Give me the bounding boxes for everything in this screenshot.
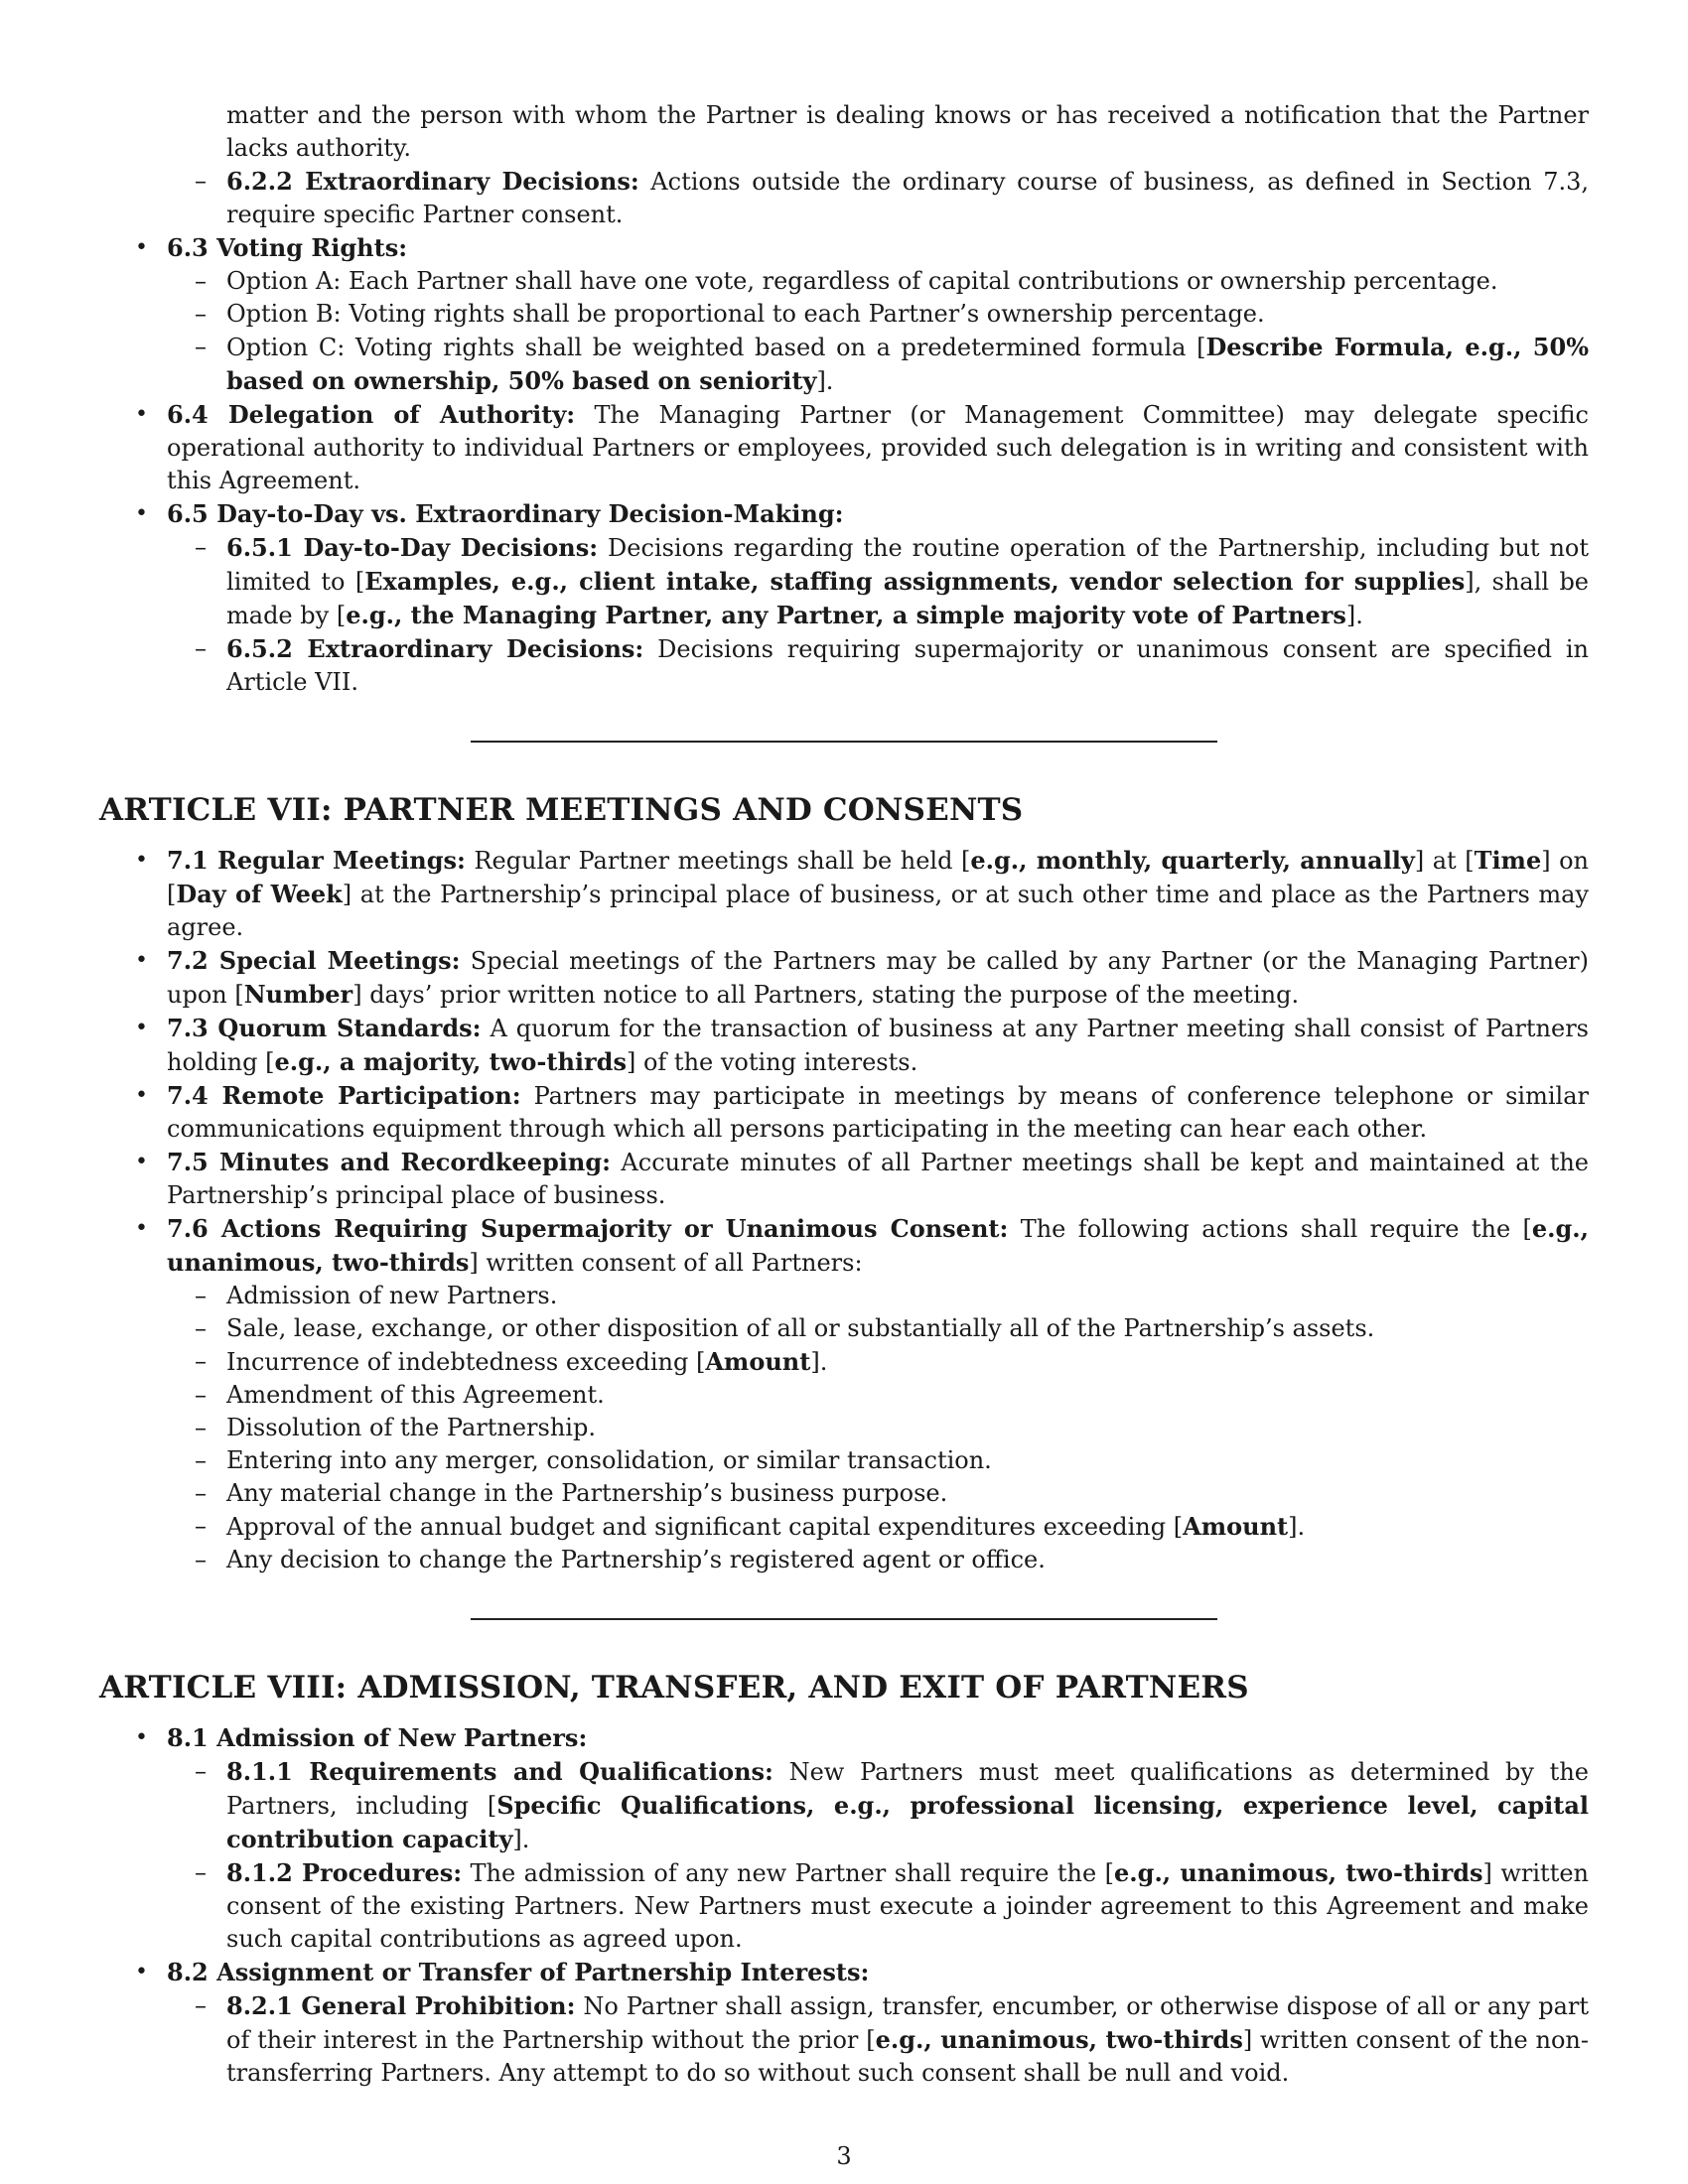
section-7-4 [99, 1079, 1589, 1146]
section-text: ] of the voting interests. [626, 1048, 918, 1076]
dash-marker: – [195, 533, 207, 561]
placeholder-field: Day of Week [176, 880, 343, 908]
section-8-2 [99, 1956, 1589, 1989]
section-7-5 [99, 1146, 1589, 1212]
placeholder-field: Amount [705, 1347, 811, 1376]
dash-marker: – [195, 1446, 207, 1474]
placeholder-field: e.g., unanimous, two-thirds [875, 2025, 1243, 2054]
section-heading: 6.5 Day-to-Day vs. Extraordinary Decision-Making: [167, 499, 844, 528]
section-7-2 [99, 944, 1589, 1012]
article-6-list [99, 231, 1589, 699]
section-6-3-option-a [99, 265, 1589, 298]
list-item [99, 1444, 1589, 1477]
section-text: The admission of any new Partner shall require the [ [462, 1859, 1115, 1887]
list-item-text: Any decision to change the Partnership’s registered agent or office. [226, 1546, 1046, 1573]
section-text: The Managing Partner (or Management Committee) may delegate specific operational authority to individual Partners or employees, provided such delegation is in writing and consistent with this Agreement. [167, 401, 1589, 494]
section-heading: 8.1 Admission of New Partners: [167, 1723, 588, 1752]
section-6-4 [99, 398, 1589, 497]
option-text: Option C: Voting rights shall be weighted based on a predetermined formula [ [226, 334, 1206, 361]
section-text: The following actions shall require the [ [1008, 1215, 1532, 1243]
option-text: Option A: Each Partner shall have one vote, regardless of capital contributions or ownership percentage. [226, 267, 1498, 295]
placeholder-field: e.g., the Managing Partner, any Partner, a simple majority vote of Partners [346, 601, 1346, 629]
section-text: Special meetings of the Partners may be called by any Partner (or the Managing Partner) upon [ [167, 947, 1589, 1009]
section-heading: 7.6 Actions Requiring Supermajority or Unanimous Consent: [167, 1214, 1009, 1243]
section-heading: 8.1.2 Procedures: [226, 1858, 463, 1887]
bullet-marker: • [135, 1083, 148, 1108]
section-text: A quorum for the transaction of business at any Partner meeting shall consist of Partners holding [ [167, 1015, 1589, 1076]
section-6-5 [99, 497, 1589, 531]
section-heading: 7.2 Special Meetings: [167, 946, 461, 975]
dash-marker: – [195, 333, 207, 360]
placeholder-field: e.g., a majority, two-thirds [274, 1047, 627, 1076]
section-text: Regular Partner meetings shall be held [ [465, 847, 971, 875]
section-6-3 [99, 231, 1589, 265]
dash-marker: – [195, 1546, 207, 1573]
placeholder-field: Specific Qualifications, e.g., professional licensing, experience level, capital contribution capacity [226, 1791, 1589, 1853]
placeholder-field: e.g., unanimous, two-thirds [167, 1214, 1590, 1277]
section-divider [471, 741, 1217, 743]
section-text: New Partners must meet qualifications as determined by the Partners, including [ [226, 1758, 1589, 1820]
list-item [99, 1280, 1589, 1312]
section-8-1-1 [99, 1755, 1589, 1856]
section-6-2-1-continuation [99, 99, 1589, 165]
section-6-5-2 [99, 632, 1589, 699]
list-item [99, 1345, 1589, 1379]
bullet-marker: • [135, 235, 148, 260]
list-item [99, 1379, 1589, 1412]
dash-marker: – [195, 1414, 207, 1441]
dash-marker: – [195, 1991, 207, 2019]
section-heading: 7.1 Regular Meetings: [167, 846, 466, 875]
list-item-text: Amendment of this Agreement. [226, 1381, 605, 1409]
section-text: Accurate minutes of all Partner meetings shall be kept and maintained at the Partnership’s principal place of business. [167, 1149, 1589, 1209]
section-text: Partners may participate in meetings by means of conference telephone or similar communications equipment through which all persons participating in the meeting can hear each other. [167, 1082, 1589, 1143]
list-item-text: ]. [1288, 1513, 1306, 1541]
dash-marker: – [195, 1314, 207, 1342]
section-heading: 6.2.2 Extraordinary Decisions: [226, 167, 639, 196]
dash-marker: – [195, 267, 207, 295]
list-item [99, 1544, 1589, 1576]
list-item [99, 1312, 1589, 1345]
bullet-marker: • [135, 402, 148, 427]
list-item-text: Any material change in the Partnership’s business purpose. [226, 1479, 948, 1507]
section-heading: 6.5.2 Extraordinary Decisions: [226, 634, 644, 663]
bullet-marker: • [135, 1216, 148, 1241]
section-divider [471, 1618, 1217, 1620]
continuation-text: matter and the person with whom the Partner is dealing knows or has received a notification that the Partner lacks authority. [226, 101, 1589, 162]
section-text: Actions outside the ordinary course of business, as defined in Section 7.3, require specific Partner consent. [226, 168, 1590, 228]
section-text: ], shall be made by [ [226, 568, 1590, 629]
section-text: Decisions requiring supermajority or unanimous consent are specified in Article VII. [226, 635, 1589, 696]
list-item [99, 1477, 1589, 1510]
bullet-marker: • [135, 948, 148, 973]
document-page [99, 99, 1589, 2090]
dash-marker: – [195, 1347, 207, 1375]
option-text: ]. [816, 367, 834, 395]
placeholder-field: Examples, e.g., client intake, staffing assignments, vendor selection for supplies [364, 567, 1466, 596]
section-8-1 [99, 1721, 1589, 1755]
option-text: Option B: Voting rights shall be proportional to each Partner’s ownership percentage. [226, 300, 1265, 328]
list-item [99, 1412, 1589, 1444]
section-heading: 7.5 Minutes and Recordkeeping: [167, 1148, 611, 1176]
bullet-marker: • [135, 501, 148, 526]
section-heading: 8.2 Assignment or Transfer of Partnership Interests: [167, 1958, 870, 1986]
section-heading: 8.2.1 General Prohibition: [226, 1991, 576, 2020]
section-text: ] written consent of all Partners: [469, 1249, 863, 1277]
placeholder-field: e.g., unanimous, two-thirds [1114, 1858, 1483, 1887]
section-7-3 [99, 1012, 1589, 1079]
section-heading: 6.5.1 Day-to-Day Decisions: [226, 533, 599, 562]
article-7-title: ARTICLE VII: PARTNER MEETINGS AND CONSENTS [99, 792, 1024, 828]
bullet-marker: • [135, 848, 148, 873]
list-item-text: Entering into any merger, consolidation, or similar transaction. [226, 1446, 992, 1474]
placeholder-field: Time [1474, 846, 1542, 875]
dash-marker: – [195, 634, 207, 662]
dash-marker: – [195, 1282, 207, 1309]
section-6-2-2 [99, 165, 1589, 231]
section-8-2-1 [99, 1989, 1589, 2090]
section-text: ] at the Partnership’s principal place of business, or at such other time and place as the Partners may agree. [167, 881, 1590, 941]
section-7-6 [99, 1212, 1589, 1280]
section-text: No Partner shall assign, transfer, encumber, or otherwise dispose of all or any part of their interest in the Partnership without the prior [ [226, 1992, 1589, 2054]
article-7-list [99, 844, 1589, 1576]
placeholder-field: Number [243, 980, 353, 1009]
dash-marker: – [195, 1381, 207, 1409]
section-heading: 7.3 Quorum Standards: [167, 1014, 482, 1042]
section-heading: 6.4 Delegation of Authority: [167, 400, 576, 429]
section-6-2-subitems [99, 165, 1589, 231]
dash-marker: – [195, 1757, 207, 1785]
section-text: ]. [512, 1826, 530, 1853]
placeholder-field: Amount [1183, 1512, 1289, 1541]
section-6-3-option-c [99, 331, 1589, 398]
dash-marker: – [195, 167, 207, 195]
section-6-3-option-b [99, 298, 1589, 331]
article-8-list [99, 1721, 1589, 2090]
article-8-title: ARTICLE VIII: ADMISSION, TRANSFER, AND EXIT OF PARTNERS [99, 1670, 1249, 1706]
section-heading: 8.1.1 Requirements and Qualifications: [226, 1757, 774, 1786]
bullet-marker: • [135, 1960, 148, 1984]
section-text: ] at [ [1414, 847, 1475, 875]
section-text: ] days’ prior written notice to all Partners, stating the purpose of the meeting. [352, 981, 1300, 1009]
list-item-text: ]. [810, 1348, 828, 1376]
section-text: ] written consent of the non-transferring Partners. Any attempt to do so without such consent shall be null and void. [226, 2026, 1589, 2087]
bullet-marker: • [135, 1725, 148, 1750]
bullet-marker: • [135, 1150, 148, 1174]
list-item-text: Incurrence of indebtedness exceeding [ [226, 1348, 706, 1376]
list-item-text: Admission of new Partners. [226, 1282, 558, 1309]
section-text: ] written consent of the existing Partners. New Partners must execute a joinder agreement to this Agreement and make such capital contributions as agreed upon. [226, 1859, 1590, 1953]
dash-marker: – [195, 1479, 207, 1507]
section-8-1-2 [99, 1856, 1589, 1956]
section-heading: 7.4 Remote Participation: [167, 1081, 521, 1110]
list-item-text: Approval of the annual budget and significant capital expenditures exceeding [ [226, 1513, 1184, 1541]
dash-marker: – [195, 300, 207, 328]
section-6-5-1 [99, 531, 1589, 632]
dash-marker: – [195, 1858, 207, 1886]
placeholder-field: Describe Formula, e.g., 50% based on ownership, 50% based on seniority [226, 333, 1589, 395]
placeholder-field: e.g., monthly, quarterly, annually [970, 846, 1415, 875]
section-7-1 [99, 844, 1589, 944]
list-item [99, 1510, 1589, 1544]
dash-marker: – [195, 1512, 207, 1540]
section-text: Decisions regarding the routine operation of the Partnership, including but not limited to [ [226, 534, 1589, 596]
list-item-text: Dissolution of the Partnership. [226, 1414, 596, 1441]
section-heading: 6.3 Voting Rights: [167, 233, 408, 262]
page-number: 3 [836, 2142, 852, 2170]
section-text: ]. [1345, 602, 1363, 629]
section-text: ] on [ [167, 847, 1589, 908]
bullet-marker: • [135, 1016, 148, 1040]
list-item-text: Sale, lease, exchange, or other disposition of all or substantially all of the Partnership’s assets. [226, 1314, 1375, 1342]
